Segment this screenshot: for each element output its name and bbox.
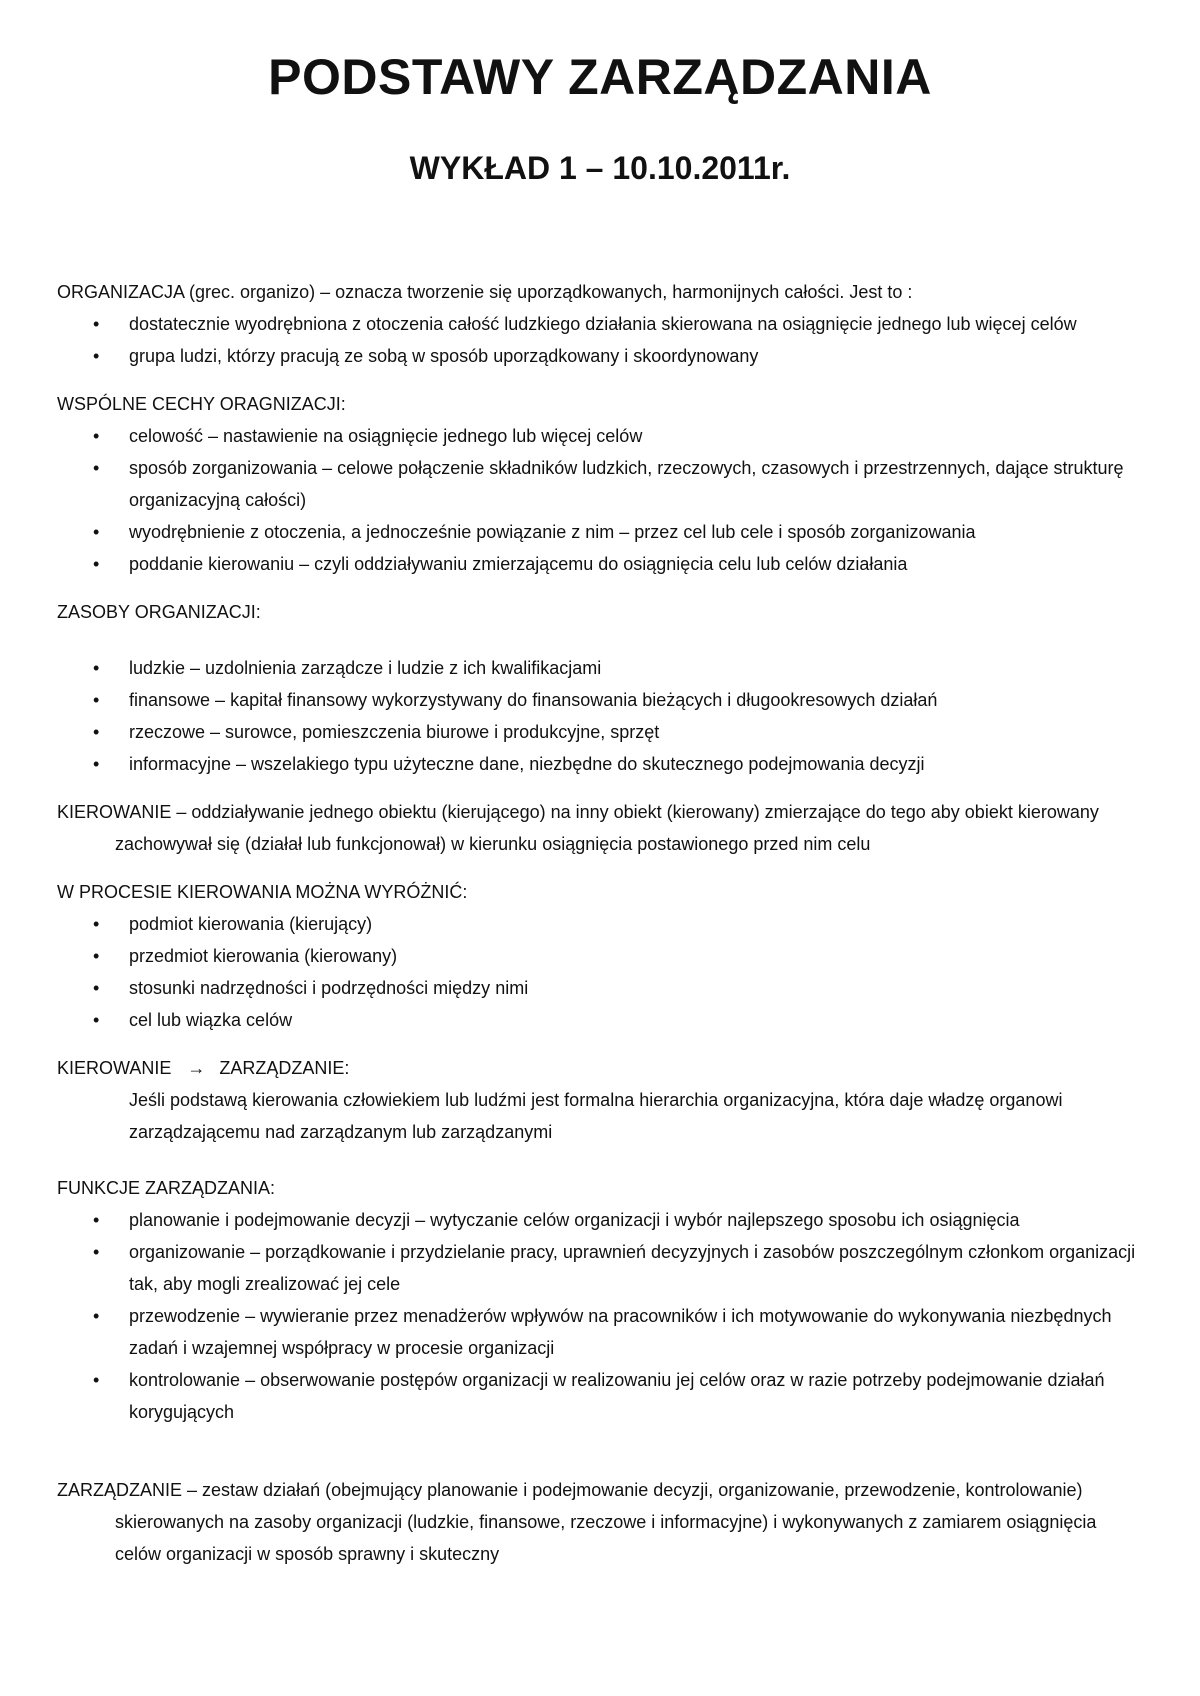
section-funkcje xyxy=(57,1172,1147,1428)
list-item: • przewodzenie – wywieranie przez menadżerów wpływów na pracowników i ich motywowanie do wykonywania niezbędnych zadań i wzajemnej współpracy w procesie organizacji xyxy=(57,1300,1147,1364)
section-organizacja xyxy=(57,276,1147,372)
section-cechy xyxy=(57,388,1147,580)
list-item: • wyodrębnienie z otoczenia, a jednocześnie powiązanie z nim – przez cel lub cele i sposób zorganizowania xyxy=(57,516,1147,548)
kz-text: Jeśli podstawą kierowania człowiekiem lub ludźmi jest formalna hierarchia organizacyjna, która daje władzę organowi zarządzającemu nad zarządzanym lub zarządzanymi xyxy=(129,1090,1063,1142)
list-item: • planowanie i podejmowanie decyzji – wytyczanie celów organizacji i wybór najlepszego sposobu ich osiągnięcia xyxy=(57,1204,1147,1236)
document-title: PODSTAWY ZARZĄDZANIA xyxy=(268,49,932,105)
document-body xyxy=(57,276,1147,1570)
list-item: • kontrolowanie – obserwowanie postępów organizacji w realizowaniu jej celów oraz w razie potrzeby podejmowanie działań korygujących xyxy=(57,1364,1147,1428)
cechy-heading: WSPÓLNE CECHY ORAGNIZACJI: xyxy=(57,394,346,414)
list-item: • ludzkie – uzdolnienia zarządcze i ludzie z ich kwalifikacjami xyxy=(57,652,1147,684)
list-item: • finansowe – kapitał finansowy wykorzystywany do finansowania bieżących i długookresowych działań xyxy=(57,684,1147,716)
funkcje-heading: FUNKCJE ZARZĄDZANIA: xyxy=(57,1178,276,1198)
list-item: • dostatecznie wyodrębniona z otoczenia całość ludzkiego działania skierowana na osiągnięcie jednego lub więcej celów xyxy=(57,308,1147,340)
list-item: • celowość – nastawienie na osiągnięcie jednego lub więcej celów xyxy=(57,420,1147,452)
arrow-right-icon: → xyxy=(187,1058,206,1078)
list-item: • rzeczowe – surowce, pomieszczenia biurowe i produkcyjne, sprzęt xyxy=(57,716,1147,748)
kz-right-label: ZARZĄDZANIE: xyxy=(219,1058,350,1078)
list-item: • informacyjne – wszelakiego typu użyteczne dane, niezbędne do skutecznego podejmowania decyzji xyxy=(57,748,1147,780)
list-item: • stosunki nadrzędności i podrzędności między nimi xyxy=(57,972,1147,1004)
funkcje-list xyxy=(57,1204,1147,1428)
section-zasoby xyxy=(57,596,1147,780)
zasoby-list xyxy=(57,652,1147,780)
list-item: • grupa ludzi, którzy pracują ze sobą w sposób uporządkowany i skoordynowany xyxy=(57,340,1147,372)
organizacja-intro: ORGANIZACJA (grec. organizo) – oznacza tworzenie się uporządkowanych, harmonijnych całości. Jest to : xyxy=(57,282,913,302)
proces-list xyxy=(57,908,1147,1036)
section-proces xyxy=(57,876,1147,1036)
cechy-list xyxy=(57,420,1147,580)
list-item: • cel lub wiązka celów xyxy=(57,1004,1147,1036)
zasoby-heading: ZASOBY ORGANIZACJI: xyxy=(57,602,261,622)
list-item: • poddanie kierowaniu – czyli oddziaływaniu zmierzającemu do osiągnięcia celu lub celów działania xyxy=(57,548,1147,580)
list-item: • podmiot kierowania (kierujący) xyxy=(57,908,1147,940)
kierowanie-definition: KIEROWANIE – oddziaływanie jednego obiektu (kierującego) na inny obiekt (kierowany) zmierzające do tego aby obiekt kierowany zachowywał się (działał lub funkcjonował) w kierunku osiągnięcia postawionego przed nim celu xyxy=(57,802,1099,854)
proces-heading: W PROCESIE KIEROWANIA MOŻNA WYRÓŻNIĆ: xyxy=(57,882,468,902)
section-kierowanie-zarzadzanie xyxy=(57,1052,1147,1148)
organizacja-list xyxy=(57,308,1147,372)
kz-left-label: KIEROWANIE xyxy=(57,1058,172,1078)
zarzadzanie-definition: ZARZĄDZANIE – zestaw działań (obejmujący planowanie i podejmowanie decyzji, organizowanie, przewodzenie, kontrolowanie) skierowanych na zasoby organizacji (ludzkie, finansowe, rzeczowe i informacyjne) i wykonywanych z zamiarem osiągnięcia celów organizacji w sposób sprawny i skuteczny xyxy=(57,1480,1097,1564)
list-item: • przedmiot kierowania (kierowany) xyxy=(57,940,1147,972)
list-item: • sposób zorganizowania – celowe połączenie składników ludzkich, rzeczowych, czasowych i przestrzennych, dające strukturę organizacyjną całości) xyxy=(57,452,1147,516)
lecture-subtitle: WYKŁAD 1 – 10.10.2011r. xyxy=(409,150,791,186)
list-item: • organizowanie – porządkowanie i przydzielanie pracy, uprawnień decyzyjnych i zasobów poszczególnym członkom organizacji tak, aby mogli zrealizować jej cele xyxy=(57,1236,1147,1300)
kz-heading-row xyxy=(57,1052,1147,1084)
